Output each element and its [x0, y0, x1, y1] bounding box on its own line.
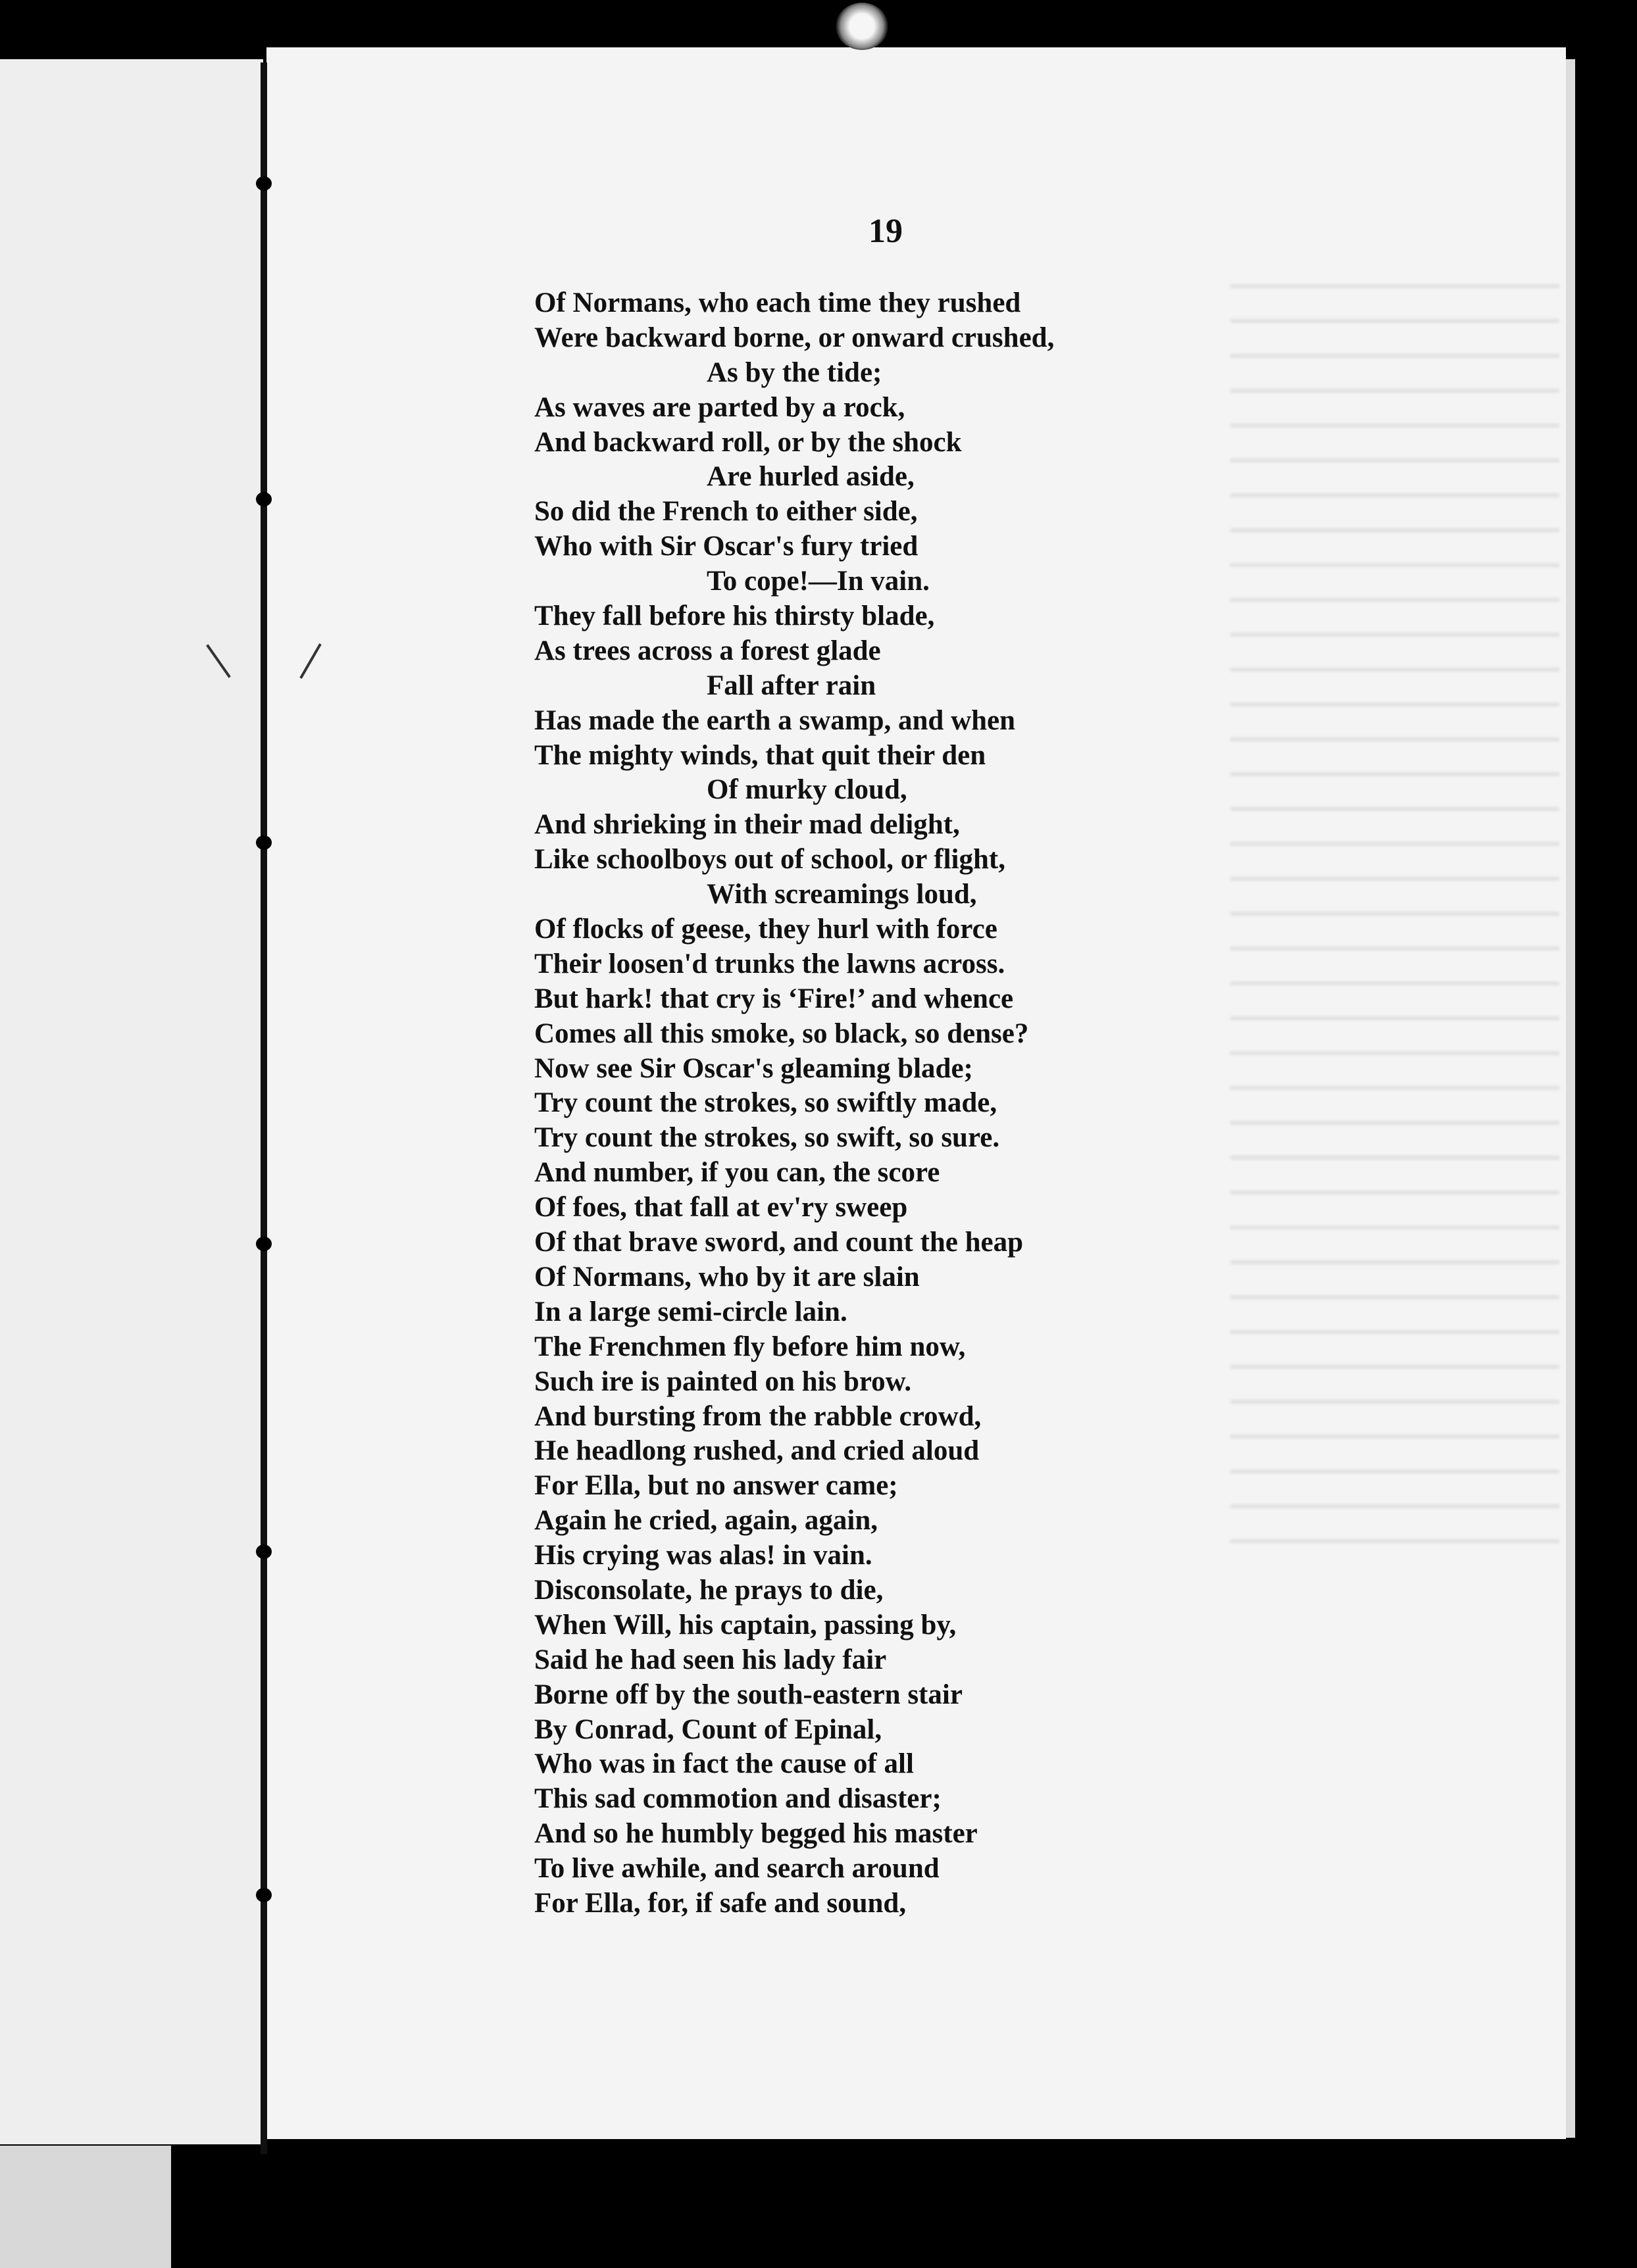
facing-page-left: [0, 59, 263, 2144]
poem-line: Fall after rain: [707, 670, 876, 701]
poem-line: Their loosen'd trunks the lawns across.: [534, 948, 1005, 979]
poem-line: And number, if you can, the score: [534, 1157, 940, 1189]
poem-line: The mighty winds, that quit their den: [534, 739, 986, 771]
poem-line: He headlong rushed, and cried aloud: [534, 1435, 980, 1467]
poem-line: Of Normans, who each time they rushed: [534, 287, 1021, 318]
poem-line: Were backward borne, or onward crushed,: [534, 322, 1055, 353]
poem-line: Now see Sir Oscar's gleaming blade;: [534, 1052, 973, 1084]
page-number: 19: [869, 212, 903, 250]
poem-line: When Will, his captain, passing by,: [534, 1609, 957, 1640]
poem-line: Such ire is painted on his brow.: [534, 1366, 912, 1397]
poem-line: Has made the earth a swamp, and when: [534, 704, 1016, 736]
binding-stitch: [256, 1544, 272, 1559]
poem-line: This sad commotion and disaster;: [534, 1783, 942, 1815]
poem-line: To live awhile, and search around: [534, 1853, 940, 1885]
binding-stitch: [256, 1888, 272, 1902]
poem-text: [534, 286, 1390, 1921]
poem-line: Of flocks of geese, they hurl with force: [534, 914, 997, 945]
binding-stitch: [256, 492, 272, 506]
poem-line: Like schoolboys out of school, or flight,: [534, 844, 1005, 875]
poem-line: The Frenchmen fly before him now,: [534, 1331, 966, 1362]
binding-stitch: [256, 1237, 272, 1251]
poem-line: His crying was alas! in vain.: [534, 1540, 872, 1571]
poem-line: To cope!—In vain.: [707, 566, 930, 597]
poem-line: Try count the strokes, so swift, so sure.: [534, 1122, 1000, 1154]
poem-line: Who with Sir Oscar's fury tried: [534, 531, 919, 562]
poem-line: But hark! that cry is ‘Fire!’ and whence: [534, 983, 1014, 1014]
poem-line: Again he cried, again, again,: [534, 1505, 878, 1537]
poem-line: They fall before his thirsty blade,: [534, 601, 935, 632]
page-edge: [1566, 59, 1575, 2138]
poem-line: As by the tide;: [707, 357, 882, 388]
poem-line: And bursting from the rabble crowd,: [534, 1400, 982, 1432]
poem-line: Borne off by the south-eastern stair: [534, 1679, 963, 1710]
poem-line: Of that brave sword, and count the heap: [534, 1227, 1023, 1258]
poem-line: Are hurled aside,: [707, 461, 915, 493]
poem-line: And shrieking in their mad delight,: [534, 809, 960, 841]
binding-stitch: [256, 835, 272, 850]
poem-line: With screamings loud,: [707, 879, 977, 910]
poem-line: As waves are parted by a rock,: [534, 391, 905, 423]
poem-line: Of murky cloud,: [707, 774, 907, 806]
library-stamp-mark: [836, 3, 888, 50]
poem-line: For Ella, but no answer came;: [534, 1470, 898, 1502]
poem-line: For Ella, for, if safe and sound,: [534, 1887, 907, 1919]
poem-line: And so he humbly begged his master: [534, 1818, 978, 1850]
binding-stitch: [256, 176, 272, 191]
poem-line: Comes all this smoke, so black, so dense?: [534, 1018, 1029, 1049]
poem-line: By Conrad, Count of Epinal,: [534, 1713, 882, 1745]
poem-line: Of Normans, who by it are slain: [534, 1261, 920, 1293]
poem-line: As trees across a forest glade: [534, 635, 881, 666]
poem-line: Try count the strokes, so swiftly made,: [534, 1087, 997, 1119]
poem-line: Of foes, that fall at ev'ry sweep: [534, 1192, 908, 1223]
scan-margin-strip: [0, 2146, 171, 2268]
poem-line: Said he had seen his lady fair: [534, 1644, 887, 1675]
binding-thread: [261, 62, 267, 2154]
poem-line: And backward roll, or by the shock: [534, 426, 962, 458]
poem-line: Disconsolate, he prays to die,: [534, 1574, 884, 1606]
poem-line: In a large semi-circle lain.: [534, 1296, 847, 1327]
poem-line: Who was in fact the cause of all: [534, 1748, 914, 1780]
poem-line: So did the French to either side,: [534, 496, 918, 528]
